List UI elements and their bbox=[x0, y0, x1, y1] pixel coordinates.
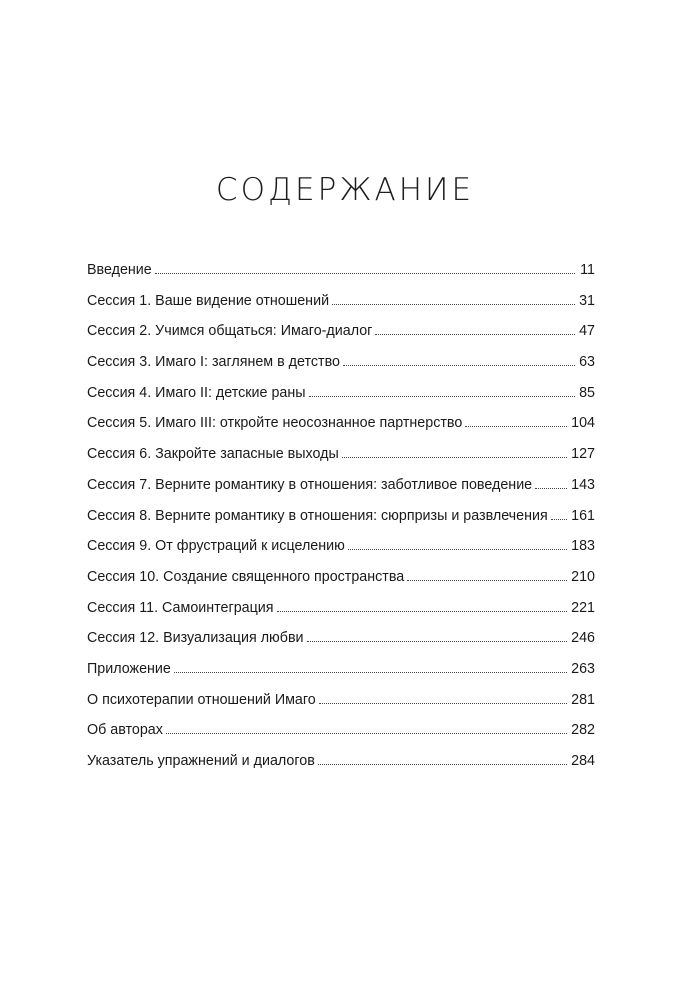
toc-entry-page: 127 bbox=[571, 446, 595, 463]
toc-entry bbox=[87, 566, 595, 597]
dot-leader bbox=[535, 488, 567, 489]
toc-entry-page: 47 bbox=[579, 323, 595, 340]
toc-entry-page: 63 bbox=[579, 354, 595, 371]
toc-entry-page: 31 bbox=[579, 292, 595, 309]
toc-entry-page: 183 bbox=[571, 538, 595, 555]
page-title: СОДЕРЖАНИЕ bbox=[215, 172, 475, 208]
toc-entry bbox=[87, 505, 595, 536]
toc-entry-title: Об авторах bbox=[87, 722, 163, 739]
toc-entry-title: Введение bbox=[87, 262, 152, 278]
toc-entry-title: О психотерапии отношений Имаго bbox=[87, 691, 316, 708]
toc-entry bbox=[87, 750, 595, 781]
toc-entry bbox=[87, 535, 595, 566]
dot-leader bbox=[375, 334, 575, 335]
dot-leader bbox=[174, 672, 567, 673]
dot-leader bbox=[166, 733, 567, 734]
toc-entry-page: 246 bbox=[571, 630, 595, 647]
toc-entry-title: Сессия 1. Ваше видение отношений bbox=[87, 292, 330, 309]
toc-entry-title: Сессия 6. Закройте запасные выходы bbox=[87, 446, 339, 463]
table-of-contents bbox=[87, 259, 595, 781]
toc-entry-title: Сессия 12. Визуализация любви bbox=[87, 630, 304, 647]
toc-entry bbox=[87, 658, 595, 689]
toc-entry bbox=[87, 719, 595, 750]
toc-entry bbox=[87, 689, 595, 720]
toc-entry bbox=[87, 351, 595, 382]
dot-leader bbox=[332, 304, 575, 305]
toc-entry-page: 161 bbox=[571, 507, 595, 524]
toc-entry-title: Сессия 10. Создание священного пространства bbox=[87, 568, 405, 585]
dot-leader bbox=[407, 580, 567, 581]
toc-entry-page: 282 bbox=[571, 722, 595, 739]
toc-entry-title: Приложение bbox=[87, 660, 171, 677]
toc-entry-page: 11 bbox=[580, 262, 595, 278]
dot-leader bbox=[343, 365, 575, 366]
dot-leader bbox=[307, 641, 568, 642]
dot-leader bbox=[465, 426, 567, 427]
toc-entry bbox=[87, 443, 595, 474]
toc-entry-page: 284 bbox=[571, 753, 595, 769]
toc-entry bbox=[87, 474, 595, 505]
toc-entry bbox=[87, 627, 595, 658]
toc-entry-title: Сессия 8. Верните романтику в отношения: сюрпризы и развлечения bbox=[87, 507, 548, 524]
toc-entry-page: 221 bbox=[571, 599, 595, 616]
toc-entry-title: Сессия 3. Имаго I: заглянем в детство bbox=[87, 354, 340, 371]
toc-entry-title: Указатель упражнений и диалогов bbox=[87, 753, 315, 769]
dot-leader bbox=[342, 457, 567, 458]
dot-leader bbox=[277, 611, 568, 612]
toc-entry bbox=[87, 412, 595, 443]
dot-leader bbox=[551, 519, 567, 520]
toc-entry-title: Сессия 11. Самоинтеграция bbox=[87, 599, 274, 616]
toc-entry-title: Сессия 9. От фрустраций к исцелению bbox=[87, 538, 345, 555]
dot-leader bbox=[319, 703, 567, 704]
toc-entry bbox=[87, 597, 595, 628]
toc-entry-title: Сессия 7. Верните романтику в отношения: заботливое поведение bbox=[87, 476, 533, 493]
toc-entry-page: 104 bbox=[571, 415, 595, 432]
toc-entry-page: 85 bbox=[579, 384, 595, 401]
toc-entry-title: Сессия 2. Учимся общаться: Имаго-диалог bbox=[87, 323, 373, 340]
toc-entry-page: 143 bbox=[571, 476, 595, 493]
toc-entry-page: 210 bbox=[571, 568, 595, 585]
toc-entry bbox=[87, 382, 595, 413]
toc-entry bbox=[87, 320, 595, 351]
toc-entry-page: 281 bbox=[571, 691, 595, 708]
toc-entry bbox=[87, 290, 595, 321]
dot-leader bbox=[348, 549, 567, 550]
dot-leader bbox=[318, 764, 567, 765]
toc-entry bbox=[87, 259, 595, 290]
dot-leader bbox=[309, 396, 575, 397]
dot-leader bbox=[155, 273, 575, 274]
toc-entry-title: Сессия 4. Имаго II: детские раны bbox=[87, 384, 306, 401]
toc-entry-title: Сессия 5. Имаго III: откройте неосознанное партнерство bbox=[87, 415, 463, 432]
toc-entry-page: 263 bbox=[571, 660, 595, 677]
